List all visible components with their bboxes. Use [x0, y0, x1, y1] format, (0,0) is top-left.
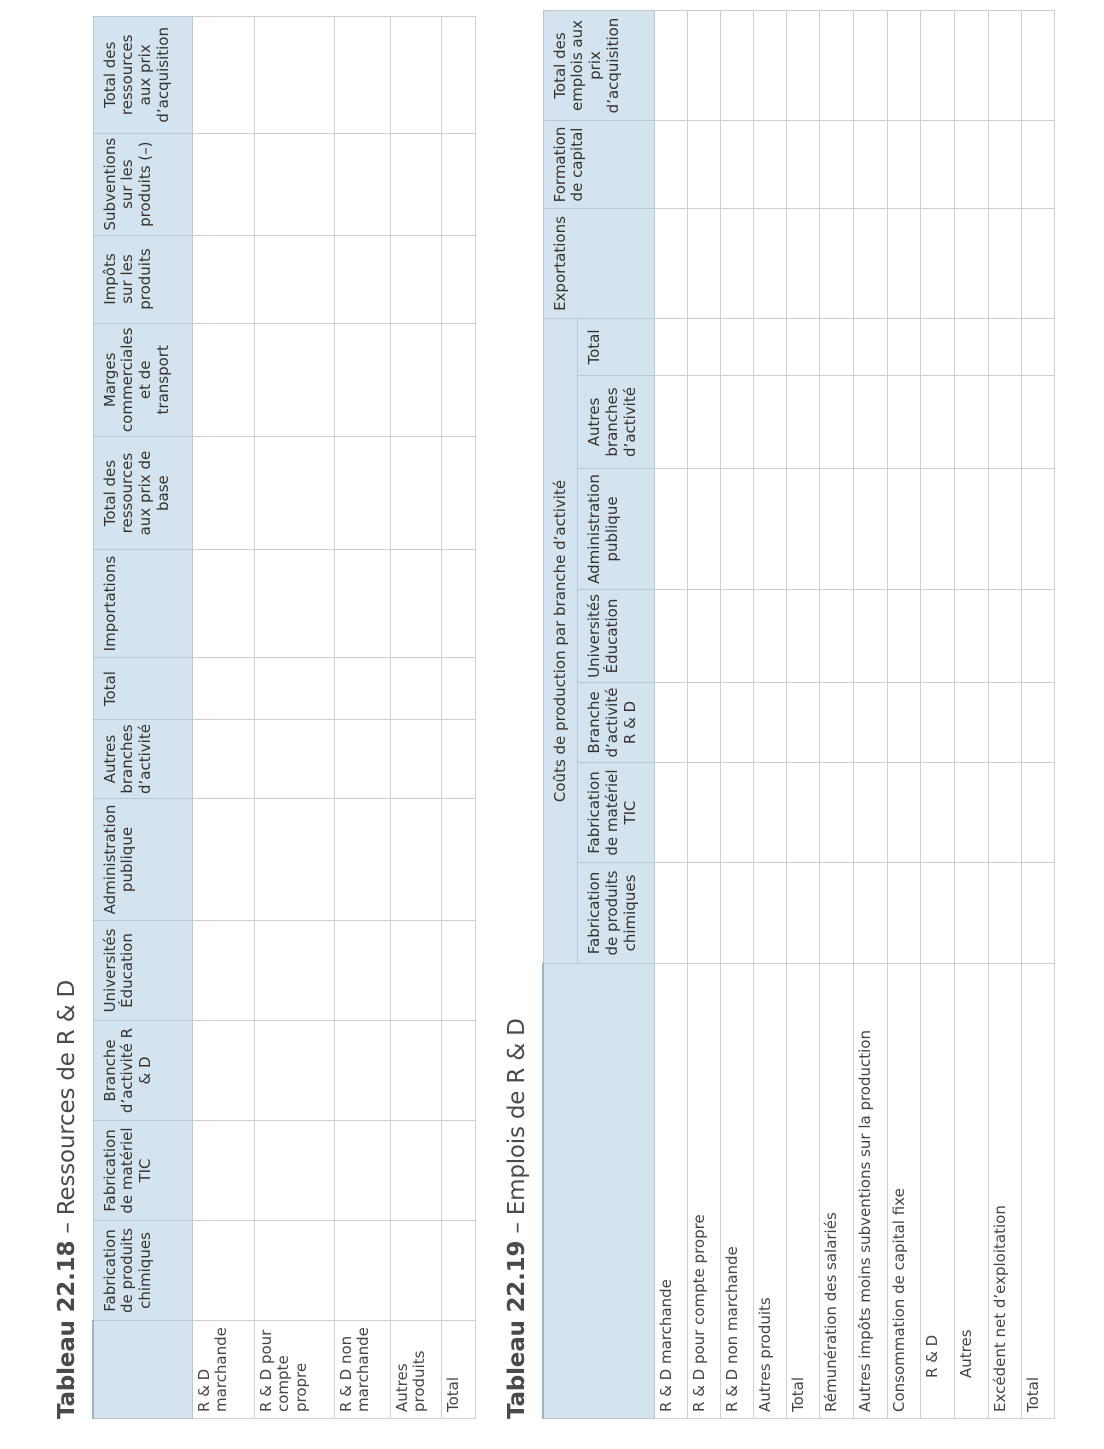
data-cell [1022, 11, 1055, 121]
data-cell [334, 133, 390, 235]
table-row [334, 16, 390, 1418]
data-cell [754, 763, 787, 863]
data-cell [334, 1121, 390, 1221]
column-header: Administration publique [93, 799, 192, 921]
data-cell [441, 16, 475, 133]
data-cell [334, 550, 390, 658]
table-row [655, 11, 688, 1419]
data-cell [192, 1221, 254, 1321]
data-cell [721, 319, 754, 376]
data-cell [955, 319, 989, 376]
data-cell [721, 863, 754, 964]
data-cell [192, 550, 254, 658]
data-cell [989, 863, 1022, 964]
data-cell [955, 121, 989, 209]
data-cell [655, 209, 688, 319]
table-row [721, 11, 754, 1419]
data-cell [254, 658, 334, 720]
data-cell [688, 319, 721, 376]
data-cell [754, 209, 787, 319]
data-cell [390, 799, 441, 921]
data-cell [787, 763, 820, 863]
data-cell [820, 319, 854, 376]
data-cell [854, 209, 888, 319]
row-label: Consommation de capital fixe [888, 964, 921, 1419]
data-cell [854, 683, 888, 763]
row-label: Autres impôts moins subventions sur la production [854, 964, 888, 1419]
data-cell [1022, 683, 1055, 763]
row-label: Total [441, 1321, 475, 1419]
data-cell [655, 590, 688, 683]
data-cell [721, 683, 754, 763]
column-header: Universités Éducation [93, 921, 192, 1021]
data-cell [1022, 319, 1055, 376]
table-22-18-block [50, 9, 476, 1419]
data-cell [441, 1121, 475, 1221]
table-22-19 [542, 10, 1055, 1419]
data-cell [192, 1021, 254, 1121]
table-row-total [787, 11, 820, 1419]
data-cell [854, 469, 888, 590]
data-cell [787, 121, 820, 209]
data-cell [989, 683, 1022, 763]
row-label: Excédent net d’exploitation [989, 964, 1022, 1419]
data-cell [989, 763, 1022, 863]
column-header: Total des ressources aux prix d’acquisition [93, 16, 192, 133]
data-cell [754, 11, 787, 121]
table-22-19-block [500, 9, 1055, 1419]
table-row [192, 16, 254, 1418]
row-label: R & D marchande [192, 1321, 254, 1419]
data-cell [254, 799, 334, 921]
sub-column-header: Administration publique [578, 469, 655, 590]
data-cell [254, 133, 334, 235]
data-cell [688, 683, 721, 763]
data-cell [888, 121, 921, 209]
data-cell [1022, 121, 1055, 209]
table-row [921, 11, 955, 1419]
data-cell [854, 376, 888, 469]
table-22-19-number: Tableau 22.19 [504, 1240, 530, 1419]
data-cell [688, 209, 721, 319]
data-cell [254, 235, 334, 323]
data-cell [921, 863, 955, 964]
data-cell [820, 11, 854, 121]
data-cell [754, 319, 787, 376]
data-cell [192, 235, 254, 323]
data-cell [390, 720, 441, 799]
data-cell [1022, 863, 1055, 964]
data-cell [754, 590, 787, 683]
data-cell [921, 11, 955, 121]
data-cell [192, 921, 254, 1021]
data-cell [820, 209, 854, 319]
table-row [688, 11, 721, 1419]
sub-column-header: Universités Éducation [578, 590, 655, 683]
data-cell [655, 469, 688, 590]
data-cell [921, 683, 955, 763]
data-cell [334, 799, 390, 921]
table-row [888, 11, 921, 1419]
row-label: Total [1022, 964, 1055, 1419]
group-header: Coûts de production par branche d’activité [543, 319, 578, 964]
column-header: Formation de capital [543, 121, 655, 209]
data-cell [721, 11, 754, 121]
data-cell [334, 720, 390, 799]
table-22-19-header-row-1 [543, 11, 578, 1419]
data-cell [1022, 763, 1055, 863]
data-cell [787, 376, 820, 469]
data-cell [955, 11, 989, 121]
data-cell [688, 763, 721, 863]
table-row [955, 11, 989, 1419]
data-cell [888, 763, 921, 863]
column-header: Subventions sur les produits (–) [93, 133, 192, 235]
data-cell [655, 11, 688, 121]
data-cell [787, 863, 820, 964]
data-cell [655, 683, 688, 763]
data-cell [820, 763, 854, 863]
data-cell [1022, 590, 1055, 683]
data-cell [787, 469, 820, 590]
data-cell [820, 590, 854, 683]
data-cell [888, 683, 921, 763]
data-cell [721, 763, 754, 863]
data-cell [441, 720, 475, 799]
data-cell [989, 121, 1022, 209]
data-cell [254, 921, 334, 1021]
data-cell [955, 683, 989, 763]
data-cell [390, 921, 441, 1021]
column-header: Importations [93, 550, 192, 658]
data-cell [441, 437, 475, 550]
data-cell [655, 863, 688, 964]
data-cell [655, 319, 688, 376]
column-header: Fabrication de matériel TIC [93, 1121, 192, 1221]
sub-column-header: Branche d’activité R & D [578, 683, 655, 763]
data-cell [441, 550, 475, 658]
data-cell [721, 376, 754, 469]
table-row-total [441, 16, 475, 1418]
data-cell [721, 209, 754, 319]
data-cell [1022, 376, 1055, 469]
table-row [820, 11, 854, 1419]
row-label: R & D [921, 964, 955, 1419]
data-cell [390, 235, 441, 323]
data-cell [854, 11, 888, 121]
table-22-18-header-row [93, 16, 192, 1418]
table-row [754, 11, 787, 1419]
column-header: Marges commerciales et de transport [93, 323, 192, 437]
data-cell [334, 323, 390, 437]
data-cell [921, 469, 955, 590]
row-label: R & D marchande [655, 964, 688, 1419]
data-cell [688, 863, 721, 964]
data-cell [334, 921, 390, 1021]
data-cell [390, 658, 441, 720]
data-cell [688, 121, 721, 209]
data-cell [334, 16, 390, 133]
data-cell [921, 763, 955, 863]
data-cell [888, 11, 921, 121]
data-cell [721, 121, 754, 209]
sub-column-header: Autres branches d’activité [578, 376, 655, 469]
data-cell [192, 437, 254, 550]
data-cell [390, 1221, 441, 1321]
data-cell [989, 319, 1022, 376]
data-cell [441, 235, 475, 323]
data-cell [688, 469, 721, 590]
data-cell [688, 376, 721, 469]
data-cell [921, 376, 955, 469]
data-cell [254, 16, 334, 133]
data-cell [989, 209, 1022, 319]
data-cell [955, 376, 989, 469]
row-label: Rémunération des salariés [820, 964, 854, 1419]
table-row [254, 16, 334, 1418]
row-label: Autres [955, 964, 989, 1419]
column-header: Total [93, 658, 192, 720]
data-cell [820, 683, 854, 763]
row-label: R & D pour compte propre [254, 1321, 334, 1419]
data-cell [721, 469, 754, 590]
data-cell [441, 133, 475, 235]
data-cell [854, 763, 888, 863]
row-label: Autres produits [754, 964, 787, 1419]
table-22-18-caption: Ressources de R & D [54, 979, 80, 1216]
data-cell [688, 11, 721, 121]
data-cell [787, 209, 820, 319]
data-cell [989, 590, 1022, 683]
data-cell [441, 1021, 475, 1121]
column-header: Total des ressources aux prix de base [93, 437, 192, 550]
data-cell [192, 323, 254, 437]
table-22-18-number: Tableau 22.18 [54, 1240, 80, 1419]
data-cell [441, 1221, 475, 1321]
data-cell [888, 209, 921, 319]
data-cell [888, 863, 921, 964]
table-22-18-title: Tableau 22.18 – Ressources de R & D [54, 979, 80, 1419]
data-cell [820, 121, 854, 209]
data-cell [334, 658, 390, 720]
data-cell [955, 209, 989, 319]
data-cell [334, 1221, 390, 1321]
table-22-19-title: Tableau 22.19 – Emplois de R & D [504, 1018, 530, 1419]
table-22-18 [92, 16, 476, 1419]
data-cell [441, 658, 475, 720]
table-row [854, 11, 888, 1419]
data-cell [854, 319, 888, 376]
column-header: Autres branches d’activité [93, 720, 192, 799]
data-cell [955, 469, 989, 590]
data-cell [390, 1021, 441, 1121]
data-cell [955, 863, 989, 964]
table-22-19-caption: Emplois de R & D [504, 1018, 530, 1216]
data-cell [787, 319, 820, 376]
data-cell [989, 11, 1022, 121]
data-cell [390, 437, 441, 550]
data-cell [820, 469, 854, 590]
data-cell [820, 376, 854, 469]
data-cell [888, 590, 921, 683]
corner-cell [93, 1321, 192, 1419]
sub-column-header: Total [578, 319, 655, 376]
table-row [989, 11, 1022, 1419]
data-cell [888, 319, 921, 376]
sub-column-header: Fabrication de produits chimiques [578, 863, 655, 964]
data-cell [921, 319, 955, 376]
data-cell [254, 1221, 334, 1321]
data-cell [390, 1121, 441, 1221]
data-cell [334, 1021, 390, 1121]
column-header: Impôts sur les produits [93, 235, 192, 323]
data-cell [854, 863, 888, 964]
column-header: Total des emplois aux prix d’acquisition [543, 11, 655, 121]
data-cell [989, 469, 1022, 590]
data-cell [1022, 469, 1055, 590]
column-header: Branche d’activité R & D [93, 1021, 192, 1121]
data-cell [192, 720, 254, 799]
data-cell [334, 437, 390, 550]
data-cell [955, 590, 989, 683]
data-cell [754, 863, 787, 964]
data-cell [441, 799, 475, 921]
data-cell [787, 11, 820, 121]
data-cell [390, 133, 441, 235]
column-header: Exportations [543, 209, 655, 319]
data-cell [334, 235, 390, 323]
data-cell [192, 16, 254, 133]
data-cell [390, 550, 441, 658]
row-label: R & D non marchande [721, 964, 754, 1419]
data-cell [254, 437, 334, 550]
data-cell [787, 683, 820, 763]
data-cell [754, 683, 787, 763]
data-cell [655, 121, 688, 209]
table-row-total [1022, 11, 1055, 1419]
row-label: Autres produits [390, 1321, 441, 1419]
data-cell [721, 590, 754, 683]
data-cell [854, 590, 888, 683]
data-cell [192, 658, 254, 720]
column-header: Fabrication de produits chimiques [93, 1221, 192, 1321]
data-cell [1022, 209, 1055, 319]
data-cell [441, 323, 475, 437]
table-row [390, 16, 441, 1418]
data-cell [754, 376, 787, 469]
data-cell [989, 376, 1022, 469]
data-cell [192, 799, 254, 921]
data-cell [254, 550, 334, 658]
data-cell [955, 763, 989, 863]
data-cell [655, 763, 688, 863]
data-cell [888, 469, 921, 590]
data-cell [820, 863, 854, 964]
row-label: Total [787, 964, 820, 1419]
data-cell [921, 121, 955, 209]
data-cell [390, 323, 441, 437]
data-cell [888, 376, 921, 469]
row-label: R & D non marchande [334, 1321, 390, 1419]
data-cell [754, 469, 787, 590]
data-cell [192, 1121, 254, 1221]
data-cell [254, 323, 334, 437]
data-cell [254, 1121, 334, 1221]
data-cell [254, 1021, 334, 1121]
data-cell [441, 921, 475, 1021]
data-cell [390, 16, 441, 133]
corner-cell [543, 964, 655, 1419]
data-cell [655, 376, 688, 469]
data-cell [787, 590, 820, 683]
data-cell [192, 133, 254, 235]
data-cell [921, 209, 955, 319]
data-cell [754, 121, 787, 209]
data-cell [854, 121, 888, 209]
row-label: R & D pour compte propre [688, 964, 721, 1419]
data-cell [254, 720, 334, 799]
data-cell [688, 590, 721, 683]
sub-column-header: Fabrication de matériel TIC [578, 763, 655, 863]
data-cell [921, 590, 955, 683]
